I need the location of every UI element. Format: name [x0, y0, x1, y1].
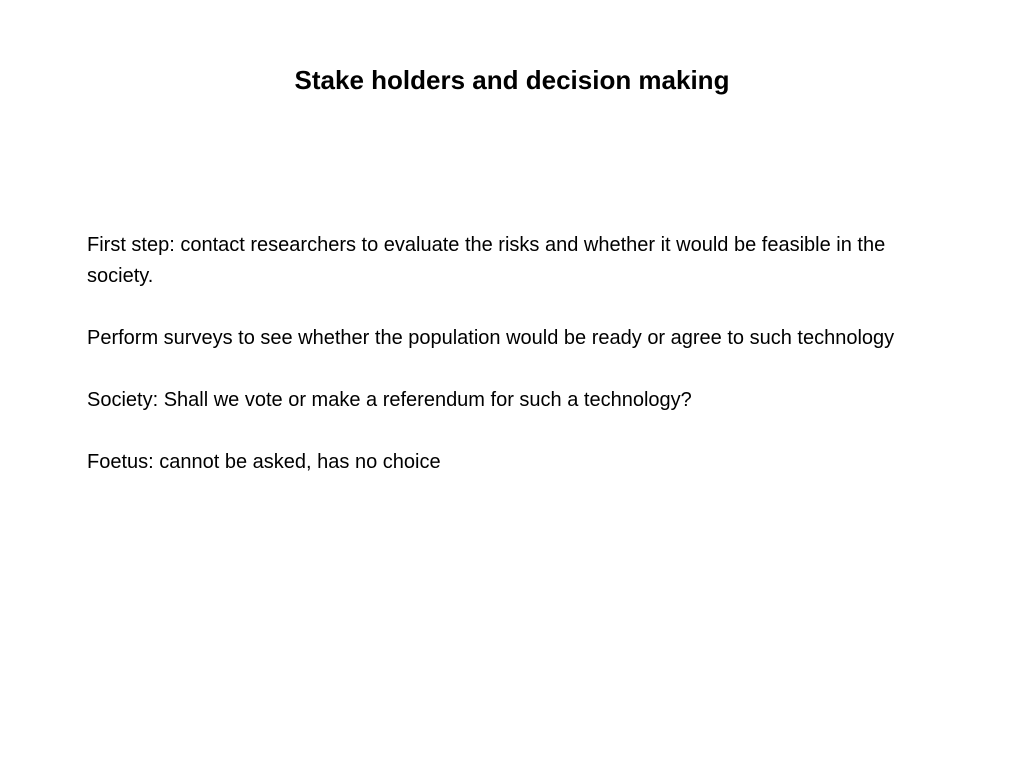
paragraph-foetus: Foetus: cannot be asked, has no choice [87, 451, 441, 473]
slide-body [87, 230, 937, 509]
slide-title: Stake holders and decision making [294, 65, 730, 95]
paragraph-surveys: Perform surveys to see whether the population would be ready or agree to such technology [87, 327, 895, 349]
paragraph-first-step: First step: contact researchers to evaluate the risks and whether it would be feasible in the society. [87, 234, 886, 287]
paragraph-society: Society: Shall we vote or make a referendum for such a technology? [87, 389, 692, 411]
